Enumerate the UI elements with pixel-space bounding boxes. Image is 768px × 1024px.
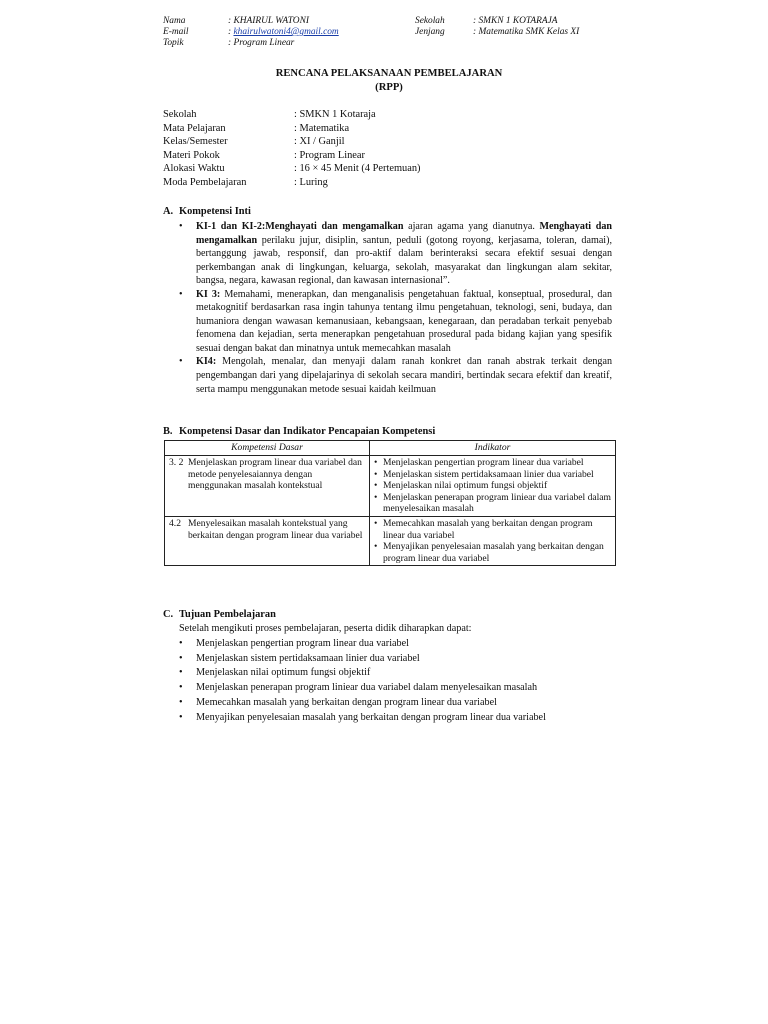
tujuan-text: Menjelaskan pengertian program linear dua variabel [196,638,409,649]
tujuan-list [179,637,546,725]
indikator-text: Menjelaskan pengertian program linear dua variabel [383,457,584,468]
tujuan-text: Menjelaskan penerapan program liniear dua variabel dalam menyelesaikan masalah [196,682,538,694]
tujuan-text: Menyajikan penyelesaian masalah yang berkaitan dengan program linear dua variabel [196,711,546,723]
ki1-bold-second: Menghayati dan mengamalkan [196,221,612,246]
ki1-text-part1: ajaran agama yang dianutnya. [403,221,540,232]
ki1-bold-lead: KI-1 dan KI-2:Menghayati dan mengamalkan [196,221,404,232]
kd-entry [169,518,365,541]
ki1-text-part2: perilaku jujur, disiplin, santun, peduli (gotong royong, kerjasama, toleran, damai), bertanggung jawab, responsif, dan pro-aktif dalam berinteraksi secara efektif sesuai dengan perkembangan anak di lingkungan, keluarga, sekolah, masyarakat dan lingkungan alam sekitar, bangsa, negara, kawasan regional, dan kawasan internasional”. [196,234,612,287]
topik-value: : Program Linear [228,38,295,48]
identity-info [163,108,603,190]
header-row-topik [163,38,623,49]
info-value: : Program Linear [294,149,365,161]
info-row [163,122,603,136]
list-item [179,696,546,711]
bullet-icon: • [374,541,378,553]
indikator-cell [370,456,616,517]
bullet-icon: • [374,468,378,480]
info-row [163,135,603,149]
kd-text: Menjelaskan program linear dua variabel dan metode penyelesaiannya dengan menggunakan masalah kontekstual [188,457,362,492]
info-label: Mata Pelajaran [163,122,226,134]
header-row-email [163,27,623,38]
bullet-icon: • [179,667,183,679]
bullet-icon: • [374,517,378,529]
bullet-icon: • [179,652,183,664]
table-row [165,456,616,517]
list-item [179,637,546,652]
bullet-icon: • [179,638,183,649]
jenjang-value: : Matematika SMK Kelas XI [473,27,580,37]
indikator-text: Menjelaskan nilai optimum fungsi objektif [383,480,548,492]
tujuan-text: Memecahkan masalah yang berkaitan dengan program linear dua variabel [196,696,497,708]
ki3-bold-lead: KI 3: [196,288,221,300]
kd-cell [165,516,370,565]
list-item [179,681,546,696]
kompetensi-dasar-table [164,440,616,566]
indikator-item [374,518,611,541]
info-value: : XI / Ganjil [294,136,345,148]
info-row [163,162,603,176]
indikator-item [374,457,611,469]
list-item [179,666,546,681]
bullet-icon: • [179,696,183,708]
section-a-title: Kompetensi Inti [179,206,251,217]
email-link[interactable]: khairulwatoni4@gmail.com [233,27,339,37]
table-header-row [165,441,616,456]
info-label: Sekolah [163,109,197,120]
info-value: : SMKN 1 Kotaraja [294,109,376,120]
bullet-icon: • [179,711,183,723]
document-header [163,16,623,49]
info-row [163,108,603,122]
email-value-wrap [228,27,339,38]
nama-label: Nama [163,16,186,26]
kd-number: 3. 2 [169,457,184,468]
sekolah-label: Sekolah [415,16,445,26]
bullet-icon: • [179,682,183,694]
table-row [165,516,616,565]
ki-item-1-2 [179,220,612,288]
tujuan-text: Menjelaskan nilai optimum fungsi objektif [196,667,371,679]
page-title: RENCANA PELAKSANAAN PEMBELAJARAN [275,68,503,79]
info-value: : 16 × 45 Menit (4 Pertemuan) [294,163,421,175]
section-b-heading [163,425,435,438]
info-label: Materi Pokok [163,149,220,161]
kompetensi-inti-list [179,220,612,396]
bullet-icon: • [374,480,378,492]
sekolah-value: : SMKN 1 KOTARAJA [473,16,558,26]
email-prefix: : [228,27,234,37]
list-item [179,652,546,667]
info-value: : Luring [294,176,328,188]
column-header-indikator: Indikator [370,441,616,456]
jenjang-label: Jenjang [415,27,445,37]
info-row [163,149,603,163]
bullet-icon: • [374,457,378,468]
indikator-text: Menyajikan penyelesaian masalah yang berkaitan dengan program linear dua variabel [383,541,604,564]
indikator-item [374,469,611,481]
ki3-text: Memahami, menerapkan, dan menganalisis pengetahuan faktual, konseptual, prosedural, dan metakognitif berdasarkan rasa ingin tahunya tentang ilmu pengetahuan, teknologi, seni, budaya, dan humaniora dengan wawasan kemanusiaan, kebangsaan, kenegaraan, dan peradaban terkait penyebab fenomena dan kejadian, serta menerapkan pengetahuan prosedural pada bidang kajian yang spesifik sesuai dengan bakat dan minatnya untuk memecahkan masalah [196,288,612,354]
ki4-bold-lead: KI4: [196,356,217,368]
info-row [163,176,603,190]
section-a-heading [163,205,251,218]
column-header-kd: Kompetensi Dasar [165,441,370,456]
info-label: Moda Pembelajaran [163,176,247,188]
indikator-text: Memecahkan masalah yang berkaitan dengan program linear dua variabel [383,517,593,541]
info-value: : Matematika [294,122,350,134]
bullet-icon: • [374,491,378,503]
indikator-cell [370,516,616,565]
page-subtitle: (RPP) [375,82,403,93]
bullet-icon: • [179,288,183,300]
email-label: E-mail [163,27,189,37]
indikator-item [374,480,611,492]
section-c-letter: C. [163,609,174,620]
ki-item-3 [179,288,612,356]
section-b-letter: B. [163,426,173,437]
kd-entry [169,457,365,492]
tujuan-intro: Setelah mengikuti proses pembelajaran, peserta didik diharapkan dapat: [179,623,472,634]
kd-text: Menyelesaikan masalah kontekstual yang berkaitan dengan program linear dua variabel [188,517,363,541]
indikator-text: Menjelaskan sistem pertidaksamaan linier dua variabel [383,468,594,480]
list-item [179,711,546,726]
info-label: Kelas/Semester [163,136,228,148]
topik-label: Topik [163,38,184,48]
section-c-title: Tujuan Pembelajaran [179,609,276,620]
ki-item-4 [179,355,612,396]
section-c-heading [163,608,276,621]
indikator-item [374,492,611,515]
bullet-icon: • [179,356,183,368]
kd-cell [165,456,370,517]
nama-value: : KHAIRUL WATONI [228,16,309,26]
section-a-letter: A. [163,206,174,217]
indikator-item [374,541,611,564]
tujuan-text: Menjelaskan sistem pertidaksamaan linier dua variabel [196,652,420,664]
indikator-text: Menjelaskan penerapan program liniear dua variabel dalam menyelesaikan masalah [383,491,612,515]
ki4-text: Mengolah, menalar, dan menyaji dalam ranah konkret dan ranah abstrak terkait dengan pengembangan dari yang dipelajarinya di sekolah secara mandiri, bertindak secara efektif dan kreatif, serta mampu menggunakan metode sesuai kaidah keilmuan [196,356,612,395]
header-row-nama [163,16,623,27]
section-b-title: Kompetensi Dasar dan Indikator Pencapaian Kompetensi [179,426,436,437]
kd-number: 4.2 [169,517,181,529]
info-label: Alokasi Waktu [163,163,225,175]
bullet-icon: • [179,221,183,232]
